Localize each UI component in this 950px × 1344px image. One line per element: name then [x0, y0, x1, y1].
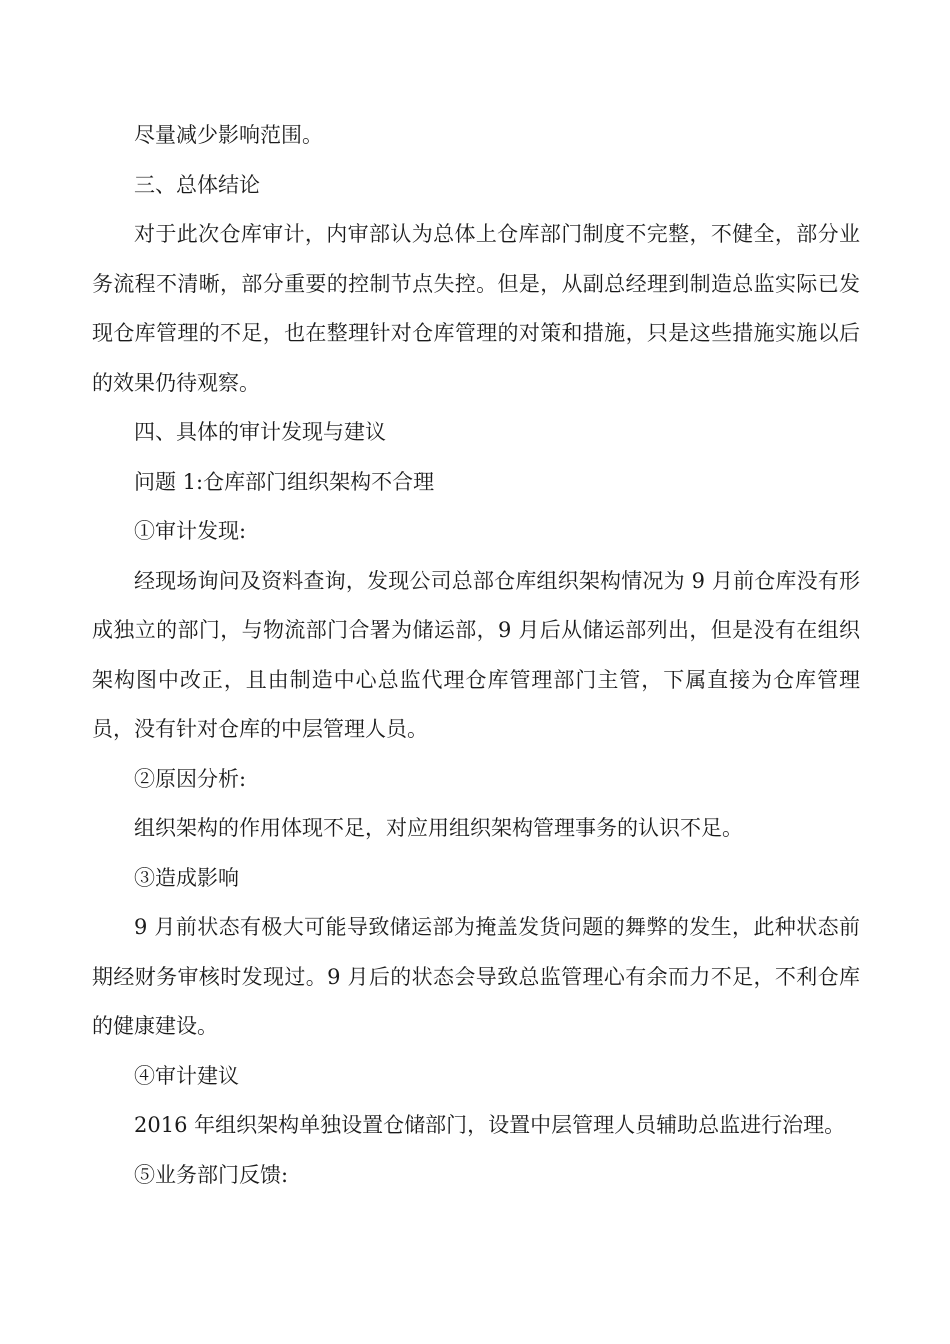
subheading-cause-analysis: ②原因分析: [134, 766, 247, 791]
paragraph-scope-note: 尽量减少影响范围。 [134, 123, 323, 147]
section-heading-overall-conclusion: 三、总体结论 [134, 172, 260, 197]
document-body [92, 111, 860, 1200]
paragraph-cause-analysis: 组织架构的作用体现不足，对应用组织架构管理事务的认识不足。 [134, 816, 743, 840]
paragraph-recommendation: 2016 年组织架构单独设置仓储部门，设置中层管理人员辅助总监进行治理。 [134, 1113, 846, 1137]
paragraph-overall-conclusion: 对于此次仓库审计，内审部认为总体上仓库部门制度不完整，不健全，部分业务流程不清晰，部分重要的控制节点失控。但是，从副总经理到制造总监实际已发现仓库管理的不足，也在整理针对仓库管理的对策和措施，只是这些措施实施以后的效果仍待观察。 [92, 222, 860, 395]
paragraph-impact: 9 月前状态有极大可能导致储运部为掩盖发货问题的舞弊的发生，此种状态前期经财务审核时发现过。9 月后的状态会导致总监管理心有余而力不足，不利仓库的健康建设。 [92, 915, 860, 1038]
issue-heading-1: 问题 1:仓库部门组织架构不合理 [134, 469, 435, 494]
subheading-department-feedback: ⑤业务部门反馈: [134, 1162, 289, 1187]
subheading-recommendation: ④审计建议 [134, 1063, 239, 1088]
subheading-audit-finding: ①审计发现: [134, 519, 247, 543]
paragraph-audit-finding: 经现场询问及资料查询，发现公司总部仓库组织架构情况为 9 月前仓库没有形成独立的部门，与物流部门合署为储运部，9 月后从储运部列出，但是没有在组织架构图中改正，且由制造中心总监代理仓库管理部门主管，下属直接为仓库管理员，没有针对仓库的中层管理人员。 [92, 568, 860, 741]
section-heading-findings: 四、具体的审计发现与建议 [134, 420, 386, 444]
subheading-impact: ③造成影响 [134, 865, 239, 890]
